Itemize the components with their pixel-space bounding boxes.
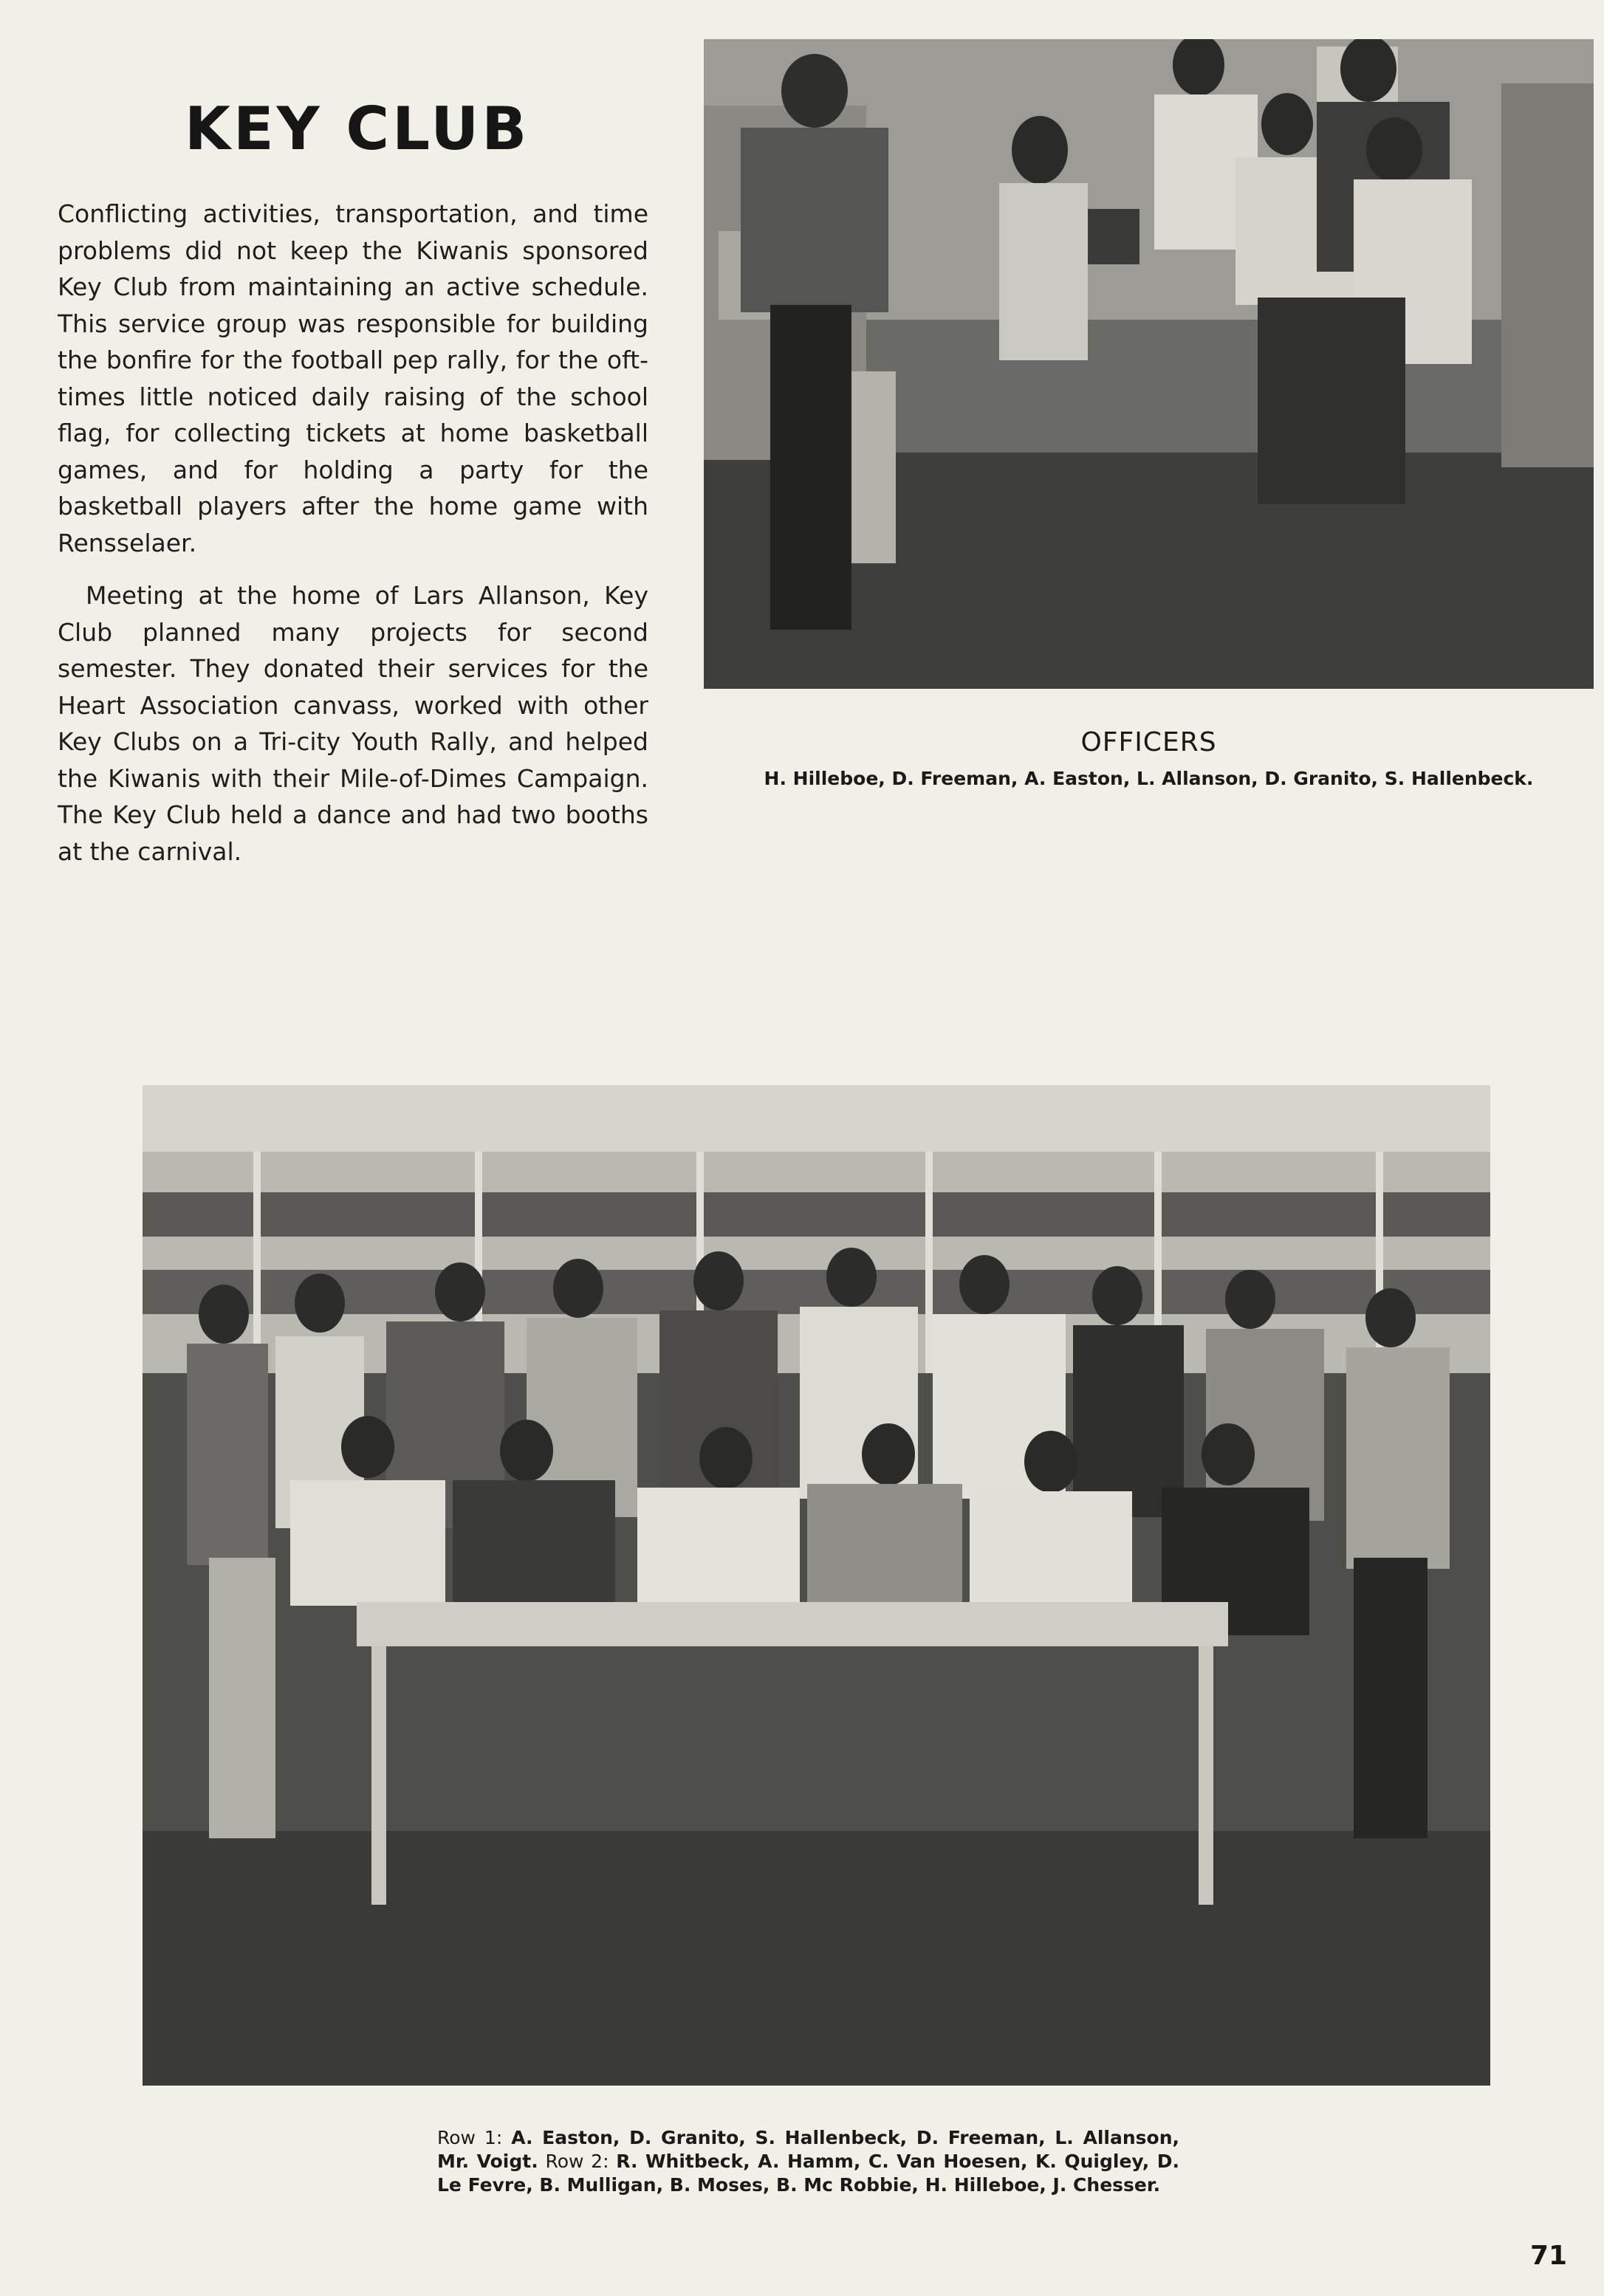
group-roster-caption xyxy=(437,2126,1179,2197)
row-2-names: R. Whitbeck, A. Hamm, C. Van Hoesen, K. Quigley, D. Le Fevre, B. Mulligan, B. Moses, B. Mc Robbie, H. Hilleboe, J. Chesser. xyxy=(437,2151,1180,2196)
page-title: KEY CLUB xyxy=(185,94,530,163)
group-photo xyxy=(143,1085,1490,2086)
officers-photo-image xyxy=(704,39,1594,689)
article-body xyxy=(58,196,648,886)
row-2-label: Row 2: xyxy=(545,2151,609,2172)
row-1-label: Row 1: xyxy=(437,2127,503,2148)
officers-names: H. Hilleboe, D. Freeman, A. Easton, L. Allanson, D. Granito, S. Hallenbeck. xyxy=(764,768,1534,789)
row-1-names: A. Easton, D. Granito, S. Hallenbeck, D. Freeman, L. Allanson, Mr. Voigt. xyxy=(437,2127,1179,2172)
group-photo-image xyxy=(143,1085,1490,2086)
article-paragraph: Meeting at the home of Lars Allanson, Key Club planned many projects for second semester. They donated their services for the Heart Association canvass, worked with other Key Clubs on a Tri-city Youth Rally, and helped the Kiwanis with their Mile-of-Dimes Campaign. The Key Club held a dance and had two booths at the carnival. xyxy=(58,581,648,866)
page-number: 71 xyxy=(1530,2241,1568,2271)
article-paragraph: Conflicting activities, transportation, and time problems did not keep the Kiwanis sponsored Key Club from maintaining an active schedule. This service group was responsible for building the bonfire for the football pep rally, for the oft-times little noticed daily raising of the school flag, for collecting tickets at home basketball games, and for holding a party for the basketball players after the home game with Rensselaer. xyxy=(58,199,648,557)
officers-photo xyxy=(704,39,1594,689)
officers-heading: OFFICERS xyxy=(1080,727,1217,757)
